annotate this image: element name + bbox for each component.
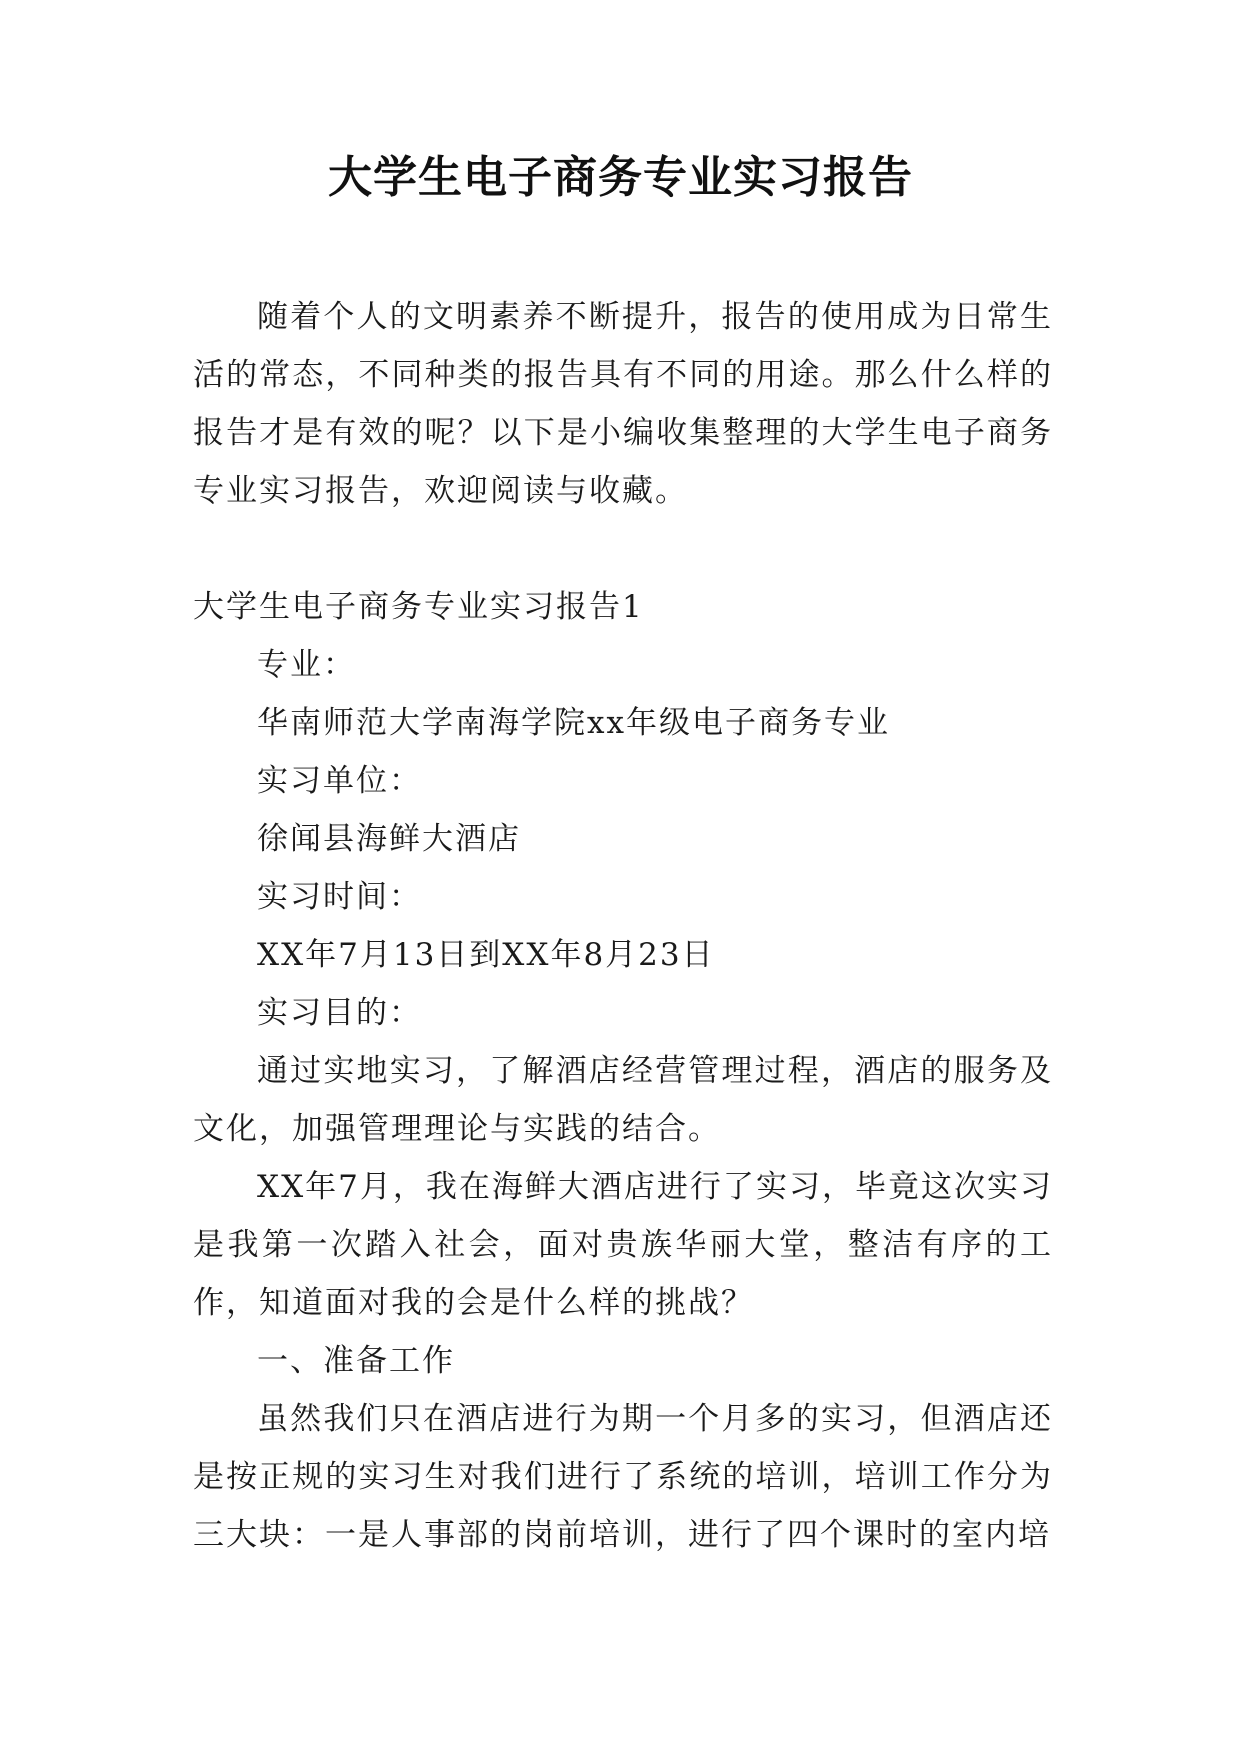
- intro-paragraph: 随着个人的文明素养不断提升，报告的使用成为日常生活的常态，不同种类的报告具有不同的用途。那么什么样的报告才是有效的呢？以下是小编收集整理的大学生电子商务专业实习报告，欢迎阅读与收藏。: [193, 299, 1053, 509]
- document-body: [193, 288, 1053, 1564]
- paragraph-unit-label: 实习单位：: [257, 763, 422, 799]
- paragraph-time-value: XX年7月13日到XX年8月23日: [257, 937, 715, 973]
- paragraph-major-label: 专业：: [257, 647, 356, 683]
- document-title: 大学生电子商务专业实习报告: [328, 152, 913, 203]
- paragraph-heading-preparation: 一、准备工作: [257, 1343, 455, 1379]
- paragraph-unit-value: 徐闻县海鲜大酒店: [257, 821, 521, 857]
- paragraph-training: 虽然我们只在酒店进行为期一个月多的实习，但酒店还是按正规的实习生对我们进行了系统的培训，培训工作分为三大块：一是人事部的岗前培训，进行了四个课时的室内培: [193, 1401, 1053, 1553]
- paragraph-purpose-label: 实习目的：: [257, 995, 422, 1031]
- paragraph-major-value: 华南师范大学南海学院xx年级电子商务专业: [257, 705, 890, 741]
- paragraph-time-label: 实习时间：: [257, 879, 422, 915]
- paragraph-purpose-value: 通过实地实习，了解酒店经营管理过程，酒店的服务及文化，加强管理理论与实践的结合。: [193, 1053, 1053, 1147]
- section-title: 大学生电子商务专业实习报告1: [193, 589, 644, 625]
- paragraph-experience: XX年7月，我在海鲜大酒店进行了实习，毕竟这次实习是我第一次踏入社会，面对贵族华丽大堂，整洁有序的工作，知道面对我的会是什么样的挑战？: [193, 1169, 1053, 1321]
